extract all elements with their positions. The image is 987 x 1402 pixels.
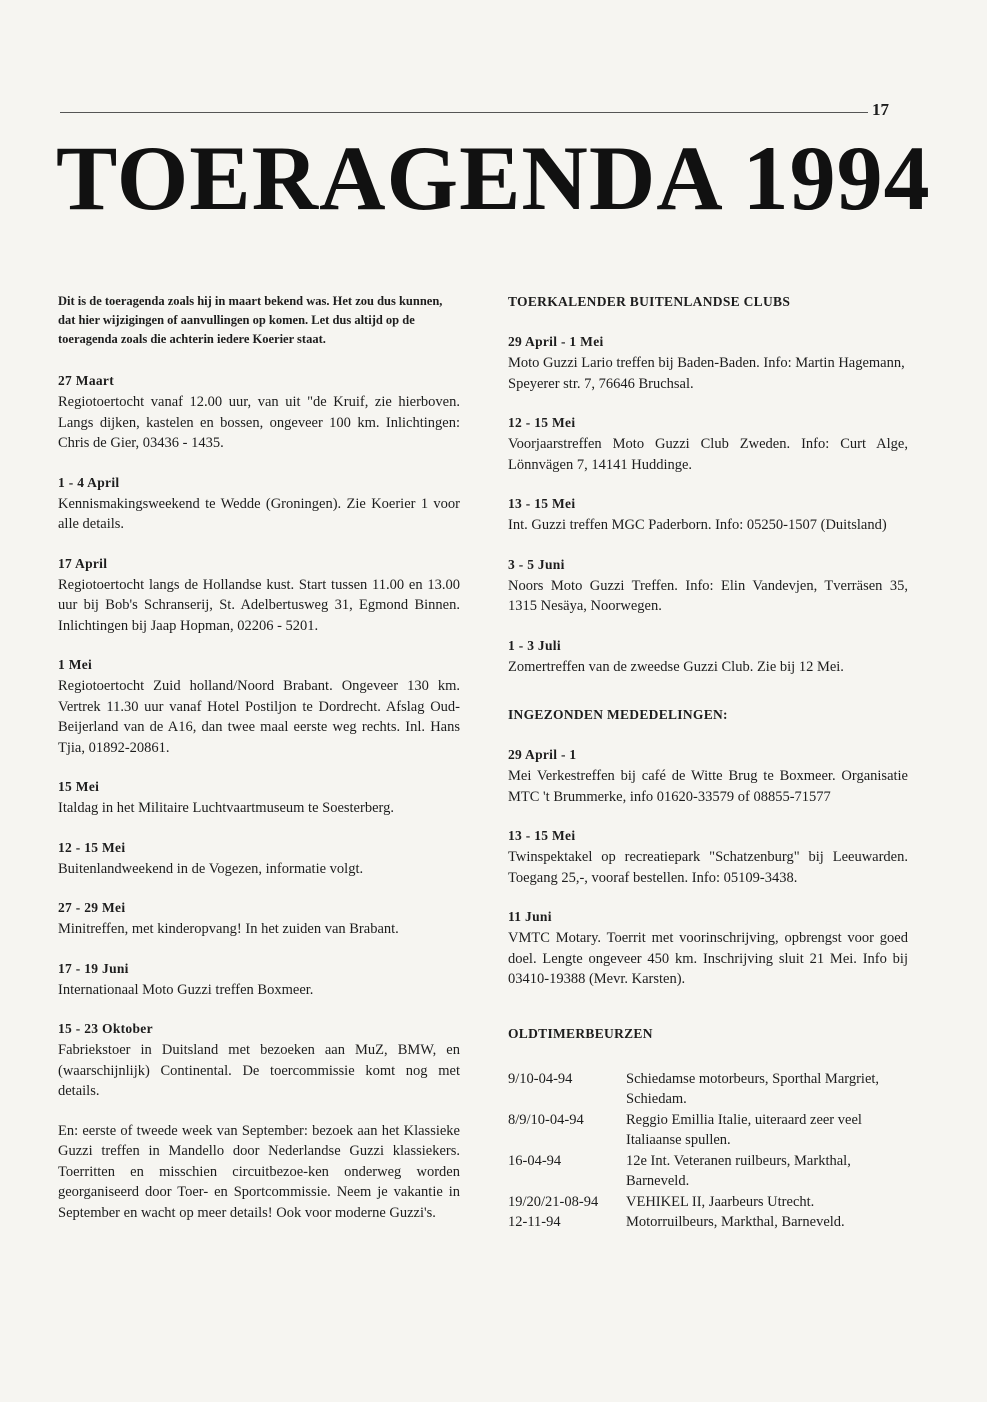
entry-text: Noors Moto Guzzi Treffen. Info: Elin Vandevjen, Tverräsen 35, 1315 Nesäya, Noorwegen. — [508, 577, 908, 614]
beurs-date: 9/10-04-94 — [508, 1070, 573, 1087]
agenda-entry — [508, 332, 908, 394]
beurs-date: 19/20/21-08-94 — [508, 1193, 599, 1210]
entry-date: 1 Mei — [58, 657, 93, 672]
entry-date: 29 April - 1 Mei — [508, 334, 604, 349]
agenda-entry — [58, 777, 460, 819]
entry-text: Regiotoertocht langs de Hollandse kust. Start tussen 11.00 en 13.00 uur bij Bob's Schranserij, St. Adelbertusweg 31, Egmond Binnen. Inlichtingen bij Jaap Hopman, 02206 - 5201. — [58, 576, 460, 634]
agenda-entry — [508, 494, 908, 536]
entry-text: VMTC Motary. Toerrit met voorinschrijving, opbrengst voor goed doel. Lengte ongeveer 450 km. Inschrijving sluit 21 Mei. Info bij 03410-19388 (Mevr. Karsten). — [508, 930, 908, 987]
agenda-list — [58, 371, 460, 1102]
agenda-entry — [58, 838, 460, 880]
entry-text: Int. Guzzi treffen MGC Paderborn. Info: 05250-1507 (Duitsland) — [508, 517, 887, 533]
agenda-entry — [58, 554, 460, 637]
table-row — [508, 1192, 908, 1213]
agenda-entry — [508, 826, 908, 888]
entry-text: Internationaal Moto Guzzi treffen Boxmeer. — [58, 981, 314, 998]
buitenland-section — [508, 292, 908, 677]
left-column — [58, 292, 460, 1223]
entry-date: 3 - 5 Juni — [508, 556, 565, 572]
entry-date: 12 - 15 Mei — [508, 415, 576, 430]
beurs-date: 12-11-94 — [508, 1214, 561, 1230]
header-rule — [60, 112, 868, 113]
entry-text: Fabriekstoer in Duitsland met bezoeken aan MuZ, BMW, en (waarschijnlijk) Continental. De toercommissie komt nog met details. — [58, 1042, 460, 1099]
entry-text: Kennismakingsweekend te Wedde (Groningen). Zie Koerier 1 voor alle details. — [58, 495, 460, 532]
entry-date: 13 - 15 Mei — [508, 496, 576, 511]
agenda-entry — [508, 413, 908, 475]
entry-date: 15 - 23 Oktober — [58, 1021, 153, 1036]
table-row — [508, 1151, 908, 1192]
entry-date: 1 - 3 Juli — [508, 637, 561, 653]
oldtimer-table — [508, 1069, 908, 1233]
entry-text: Regiotoertocht vanaf 12.00 uur, van uit "de Kruif, zie hierboven. Langs dijken, kastelen en bossen, ongeveer 100 km. Inlichtingen: Chris de Gier, 03436 - 1435. — [58, 394, 460, 451]
beurs-date: 8/9/10-04-94 — [508, 1111, 584, 1128]
entry-date: 27 - 29 Mei — [58, 900, 126, 915]
agenda-entry — [508, 636, 908, 678]
entry-date: 29 April - 1 — [508, 747, 577, 762]
agenda-entry — [58, 371, 460, 454]
beurs-text: Schiedamse motorbeurs, Sporthal Margriet, Schiedam. — [626, 1070, 880, 1107]
entry-date: 1 - 4 April — [58, 474, 120, 490]
agenda-entry — [508, 907, 908, 990]
entry-text: Mei Verkestreffen bij café de Witte Brug te Boxmeer. Organisatie MTC 't Brummerke, info 01620-33579 of 08855-71577 — [508, 768, 908, 805]
right-column — [508, 292, 908, 1233]
beurs-text: Reggio Emillia Italie, uiteraard zeer veel Italiaanse spullen. — [626, 1111, 862, 1148]
agenda-entry — [58, 959, 460, 1001]
page-number: 17 — [872, 100, 889, 119]
intro-text: Dit is de toeragenda zoals hij in maart bekend was. Het zou dus kunnen, dat hier wijzigingen of aanvullingen op komen. Let dus altijd op de toeragenda zoals die achterin iedere Koerier staat. — [58, 294, 443, 346]
entry-text: Twinspektakel op recreatiepark "Schatzenburg" bij Leeuwarden. Toegang 25,-, vooraf bestellen. Info: 05109-3438. — [508, 849, 908, 886]
agenda-entry — [508, 555, 908, 617]
entry-date: 17 - 19 Juni — [58, 960, 129, 976]
agenda-entry — [508, 745, 908, 807]
agenda-entry — [58, 473, 460, 535]
entry-date: 17 April — [58, 555, 108, 571]
entry-date: 13 - 15 Mei — [508, 828, 576, 843]
section-heading: OLDTIMERBEURZEN — [508, 1025, 653, 1041]
section-heading: INGEZONDEN MEDEDELINGEN: — [508, 707, 728, 722]
closing-paragraph: En: eerste of tweede week van September: bezoek aan het Klassieke Guzzi treffen in Mandello door Nederlandse Guzzi klassiekers. Toerritten en misschien circuitbezoe-ken onderweg worden georganiseerd door Toer- en Sportcommissie. Neem je vakantie in September en wacht op meer details! Ook voor moderne Guzzi's. — [58, 1122, 460, 1221]
beurs-text: 12e Int. Veteranen ruilbeurs, Markthal, Barneveld. — [626, 1152, 851, 1189]
agenda-entry — [58, 898, 460, 940]
table-row — [508, 1212, 908, 1233]
entry-text: Buitenlandweekend in de Vogezen, informatie volgt. — [58, 860, 364, 877]
agenda-entry — [58, 655, 460, 758]
agenda-entry — [58, 1019, 460, 1102]
beurs-text: Motorruilbeurs, Markthal, Barneveld. — [626, 1214, 845, 1230]
entry-date: 12 - 15 Mei — [58, 839, 126, 855]
entry-date: 11 Juni — [508, 909, 552, 924]
page-title: TOERAGENDA 1994 — [56, 127, 931, 229]
table-row — [508, 1110, 908, 1151]
entry-date: 27 Maart — [58, 373, 115, 388]
entry-text: Zomertreffen van de zweedse Guzzi Club. Zie bij 12 Mei. — [508, 658, 844, 675]
ingezonden-section — [508, 705, 908, 990]
entry-text: Minitreffen, met kinderopvang! In het zuiden van Brabant. — [58, 921, 399, 937]
entry-date: 15 Mei — [58, 779, 100, 794]
section-heading: TOERKALENDER BUITENLANDSE CLUBS — [508, 294, 791, 309]
entry-text: Regiotoertocht Zuid holland/Noord Brabant. Ongeveer 130 km. Vertrek 11.30 uur vanaf Hotel Postiljon te Dordrecht. Afslag Oud-Beijerland van de A16, dan twee maal eerste weg rechts. Inl. Hans Tjia, 01892-20861. — [58, 678, 460, 756]
beurs-date: 16-04-94 — [508, 1152, 562, 1169]
entry-text: Voorjaarstreffen Moto Guzzi Club Zweden. Info: Curt Alge, Lönnvägen 7, 14141 Huddinge. — [508, 436, 908, 473]
beurs-text: VEHIKEL II, Jaarbeurs Utrecht. — [626, 1193, 815, 1210]
oldtimer-section — [508, 1024, 908, 1233]
entry-text: Moto Guzzi Lario treffen bij Baden-Baden. Info: Martin Hagemann, Speyerer str. 7, 76646 Bruchsal. — [508, 355, 905, 392]
entry-text: Italdag in het Militaire Luchtvaartmuseum te Soesterberg. — [58, 800, 394, 816]
table-row — [508, 1069, 908, 1110]
